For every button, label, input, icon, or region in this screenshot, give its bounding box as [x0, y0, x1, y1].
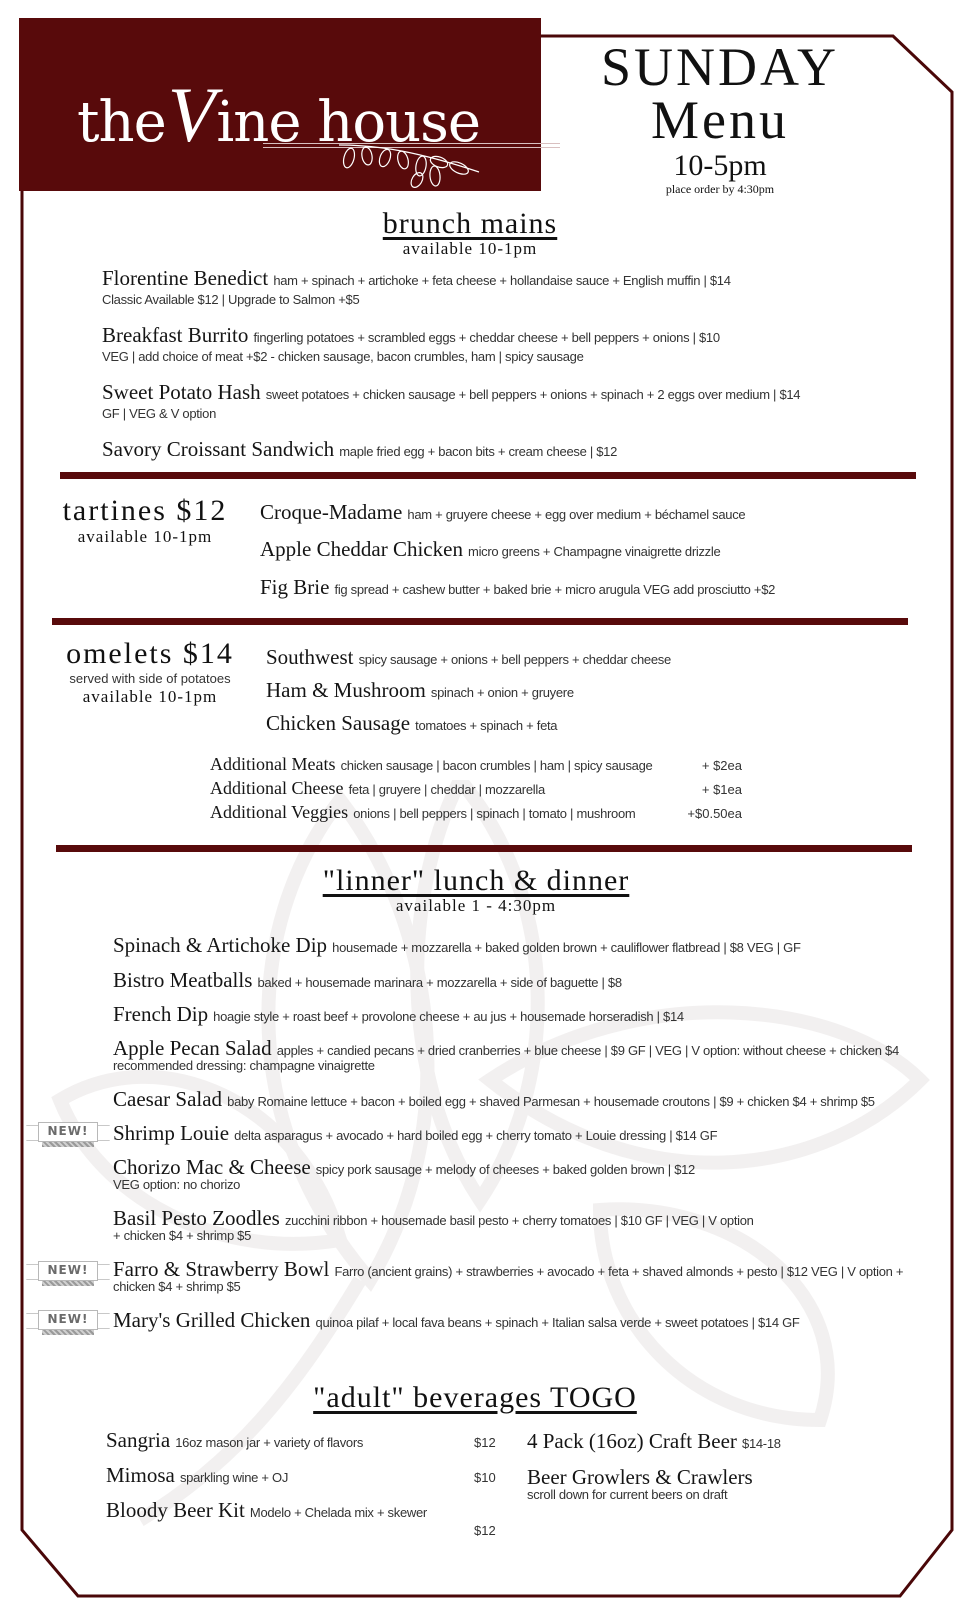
menu-item-fig-brie: [260, 575, 775, 600]
linner-title: "linner" lunch & dinner: [322, 864, 630, 897]
item-name: Apple Cheddar Chicken: [260, 537, 463, 561]
item-note: recommended dressing: champagne vinaigrette: [113, 1058, 375, 1073]
ribbon-tail-right: [96, 1313, 110, 1329]
item-name: Basil Pesto Zoodles: [113, 1206, 280, 1230]
menu-item-french-dip: [113, 1002, 684, 1027]
omelets-side-note: served with side of potatoes: [69, 671, 231, 686]
item-name: Caesar Salad: [113, 1087, 223, 1111]
menu-title-day: SUNDAY: [600, 37, 840, 97]
item-name: Apple Pecan Salad: [113, 1036, 272, 1060]
item-price: $14-18: [742, 1436, 781, 1451]
brand-logo: [19, 18, 541, 191]
addon-name: Additional Meats: [210, 754, 336, 774]
ribbon-fold: [42, 1281, 94, 1286]
new-badge: [26, 1122, 110, 1148]
menu-item-chorizo-mac-cheese: [113, 1155, 695, 1193]
menu-item-florentine-benedict: [102, 266, 731, 308]
ribbon-tail-right: [96, 1264, 110, 1280]
menu-hours: 10-5pm: [673, 149, 767, 182]
beverage-mimosa: [106, 1463, 288, 1488]
beverage-bloody-beer-kit: [106, 1498, 427, 1523]
beverage-sangria: [106, 1428, 363, 1453]
menu-item-farro-strawberry-bowl: [113, 1257, 903, 1295]
menu-item-marys-grilled-chicken: [113, 1308, 800, 1333]
omelets-availability: available 10-1pm: [82, 687, 218, 706]
item-name: Southwest: [266, 645, 354, 669]
ribbon-fold: [42, 1330, 94, 1335]
addon-description: feta | gruyere | cheddar | mozzarella: [348, 782, 545, 797]
addon-description: onions | bell peppers | spinach | tomato | mushroom: [353, 806, 636, 821]
linner-availability: available 1 - 4:30pm: [395, 896, 557, 915]
brunch-section-header: [250, 208, 690, 258]
item-description: hoagie style + roast beef + provolone cheese + au jus + housemade horseradish | $14: [213, 1009, 684, 1024]
new-label: NEW!: [47, 1263, 89, 1277]
item-description: sparkling wine + OJ: [179, 1470, 289, 1485]
beverage-growlers-crawlers: [527, 1465, 753, 1503]
item-name: Sangria: [106, 1428, 171, 1452]
item-description: fig spread + cashew butter + baked brie + micro arugula VEG add prosciutto +$2: [334, 582, 776, 597]
menu-item-croque-madame: [260, 500, 745, 525]
item-description: apples + candied pecans + dried cranberries + blue cheese | $9 GF | VEG | V option: without cheese + chicken $4: [276, 1043, 899, 1058]
item-name: 4 Pack (16oz) Craft Beer: [527, 1429, 737, 1453]
item-description: baby Romaine lettuce + bacon + boiled egg + shaved Parmesan + housemade croutons | $9 + chicken $4 + shrimp $5: [227, 1094, 875, 1109]
item-description: fingerling potatoes + scrambled eggs + cheddar cheese + bell peppers + onions | $10: [253, 330, 720, 345]
item-name: Farro & Strawberry Bowl: [113, 1257, 330, 1281]
item-description: sweet potatoes + chicken sausage + bell peppers + onions + spinach + 2 eggs over medium | $14: [265, 387, 801, 402]
tartines-section-header: [50, 495, 240, 546]
menu-title-menu: Menu: [651, 90, 789, 150]
omelets-section-header: [55, 638, 245, 706]
addon-veggies: [210, 802, 750, 823]
item-description: housemade + mozzarella + baked golden brown + cauliflower flatbread | $8 VEG | GF: [332, 940, 801, 955]
item-name: Bloody Beer Kit: [106, 1498, 245, 1522]
menu-item-breakfast-burrito: [102, 323, 720, 365]
ribbon-tail-right: [96, 1125, 110, 1141]
beverage-price: $12: [474, 1435, 496, 1450]
menu-item-apple-pecan-salad: [113, 1036, 899, 1074]
item-note: chicken $4 + shrimp $5: [113, 1279, 241, 1294]
item-description: spinach + onion + gruyere: [430, 685, 574, 700]
new-label: NEW!: [47, 1124, 89, 1138]
brunch-availability: available 10-1pm: [402, 239, 538, 258]
item-note: + chicken $4 + shrimp $5: [113, 1228, 252, 1243]
item-name: Sweet Potato Hash: [102, 380, 261, 404]
linner-section-header: [236, 865, 716, 915]
item-note: scroll down for current beers on draft: [527, 1487, 728, 1502]
brand-name-prefix: the: [77, 90, 166, 155]
section-divider: [52, 618, 908, 625]
menu-item-sweet-potato-hash: [102, 380, 800, 422]
addon-price: +$0.50ea: [687, 806, 742, 821]
menu-item-bistro-meatballs: [113, 968, 622, 993]
item-name: French Dip: [113, 1002, 209, 1026]
item-name: Spinach & Artichoke Dip: [113, 933, 328, 957]
new-label: NEW!: [47, 1312, 89, 1326]
beverages-title: "adult" beverages TOGO: [313, 1381, 637, 1414]
item-description: ham + gruyere cheese + egg over medium + béchamel sauce: [407, 507, 746, 522]
item-name: Savory Croissant Sandwich: [102, 437, 335, 461]
tartines-title: tartines $12: [62, 494, 228, 527]
item-description: Farro (ancient grains) + strawberries + avocado + feta + shaved almonds + pesto | $12 VEG | V option +: [334, 1264, 904, 1279]
item-description: quinoa pilaf + local fava beans + spinach + Italian salsa verde + sweet potatoes | $14 GF: [315, 1315, 800, 1330]
item-description: micro greens + Champagne vinaigrette drizzle: [468, 544, 721, 559]
addon-name: Additional Cheese: [210, 778, 344, 798]
beverage-price: $12: [474, 1523, 496, 1538]
new-badge: [26, 1310, 110, 1336]
menu-item-southwest-omelet: [266, 645, 671, 670]
tartines-availability: available 10-1pm: [77, 527, 213, 546]
menu-item-apple-cheddar-chicken: [260, 537, 720, 562]
item-note: VEG | add choice of meat +$2 - chicken sausage, bacon crumbles, ham | spicy sausage: [102, 349, 584, 364]
beverage-craft-beer-4-pack: [527, 1429, 781, 1454]
addon-cheese: [210, 778, 750, 799]
item-name: Florentine Benedict: [102, 266, 269, 290]
item-name: Mary's Grilled Chicken: [113, 1308, 311, 1332]
item-name: Mimosa: [106, 1463, 175, 1487]
vine-leaves-icon: [339, 142, 489, 188]
brunch-title: brunch mains: [382, 207, 558, 240]
item-description: spicy sausage + onions + bell peppers + cheddar cheese: [358, 652, 671, 667]
item-name: Shrimp Louie: [113, 1121, 230, 1145]
addon-price: + $2ea: [701, 758, 742, 773]
addon-meats: [210, 754, 750, 775]
item-description: tomatoes + spinach + feta: [415, 718, 558, 733]
beverages-section-header: [290, 1382, 660, 1414]
section-divider: [56, 845, 912, 852]
item-name: Breakfast Burrito: [102, 323, 249, 347]
brand-name-rest: ine house: [216, 90, 481, 155]
item-name: Fig Brie: [260, 575, 330, 599]
menu-title-block: [580, 37, 860, 196]
menu-item-savory-croissant: [102, 437, 617, 462]
item-description: delta asparagus + avocado + hard boiled egg + cherry tomato + Louie dressing | $14 GF: [234, 1128, 718, 1143]
addon-description: chicken sausage | bacon crumbles | ham | spicy sausage: [340, 758, 653, 773]
item-description: baked + housemade marinara + mozzarella + side of baguette | $8: [257, 975, 622, 990]
item-note: GF | VEG & V option: [102, 406, 217, 421]
item-name: Beer Growlers & Crawlers: [527, 1465, 753, 1489]
new-badge: [26, 1261, 110, 1287]
item-description: Modelo + Chelada mix + skewer: [249, 1505, 427, 1520]
item-description: ham + spinach + artichoke + feta cheese + hollandaise sauce + English muffin | $14: [273, 273, 731, 288]
item-name: Croque-Madame: [260, 500, 403, 524]
omelets-title: omelets $14: [66, 637, 234, 670]
item-name: Chicken Sausage: [266, 711, 411, 735]
menu-item-ham-mushroom-omelet: [266, 678, 574, 703]
item-note: Classic Available $12 | Upgrade to Salmon +$5: [102, 292, 360, 307]
item-description: spicy pork sausage + melody of cheeses + baked golden brown | $12: [315, 1162, 695, 1177]
item-name: Bistro Meatballs: [113, 968, 253, 992]
item-name: Ham & Mushroom: [266, 678, 426, 702]
item-note: VEG option: no chorizo: [113, 1177, 241, 1192]
brand-name-initial: V: [167, 71, 215, 158]
menu-item-shrimp-louie: [113, 1121, 717, 1146]
addon-price: + $1ea: [701, 782, 742, 797]
section-divider: [60, 472, 916, 479]
order-cutoff-note: place order by 4:30pm: [665, 182, 775, 196]
item-description: 16oz mason jar + variety of flavors: [175, 1435, 364, 1450]
ribbon-fold: [42, 1142, 94, 1147]
menu-item-basil-pesto-zoodles: [113, 1206, 754, 1244]
beverage-price: $10: [474, 1470, 496, 1485]
item-description: maple fried egg + bacon bits + cream cheese | $12: [339, 444, 617, 459]
menu-item-spinach-artichoke-dip: [113, 933, 801, 958]
menu-item-caesar-salad: [113, 1087, 875, 1112]
item-description: zucchini ribbon + housemade basil pesto + cherry tomatoes | $10 GF | VEG | V option: [284, 1213, 754, 1228]
addon-name: Additional Veggies: [210, 802, 349, 822]
item-name: Chorizo Mac & Cheese: [113, 1155, 311, 1179]
menu-item-chicken-sausage-omelet: [266, 711, 557, 736]
